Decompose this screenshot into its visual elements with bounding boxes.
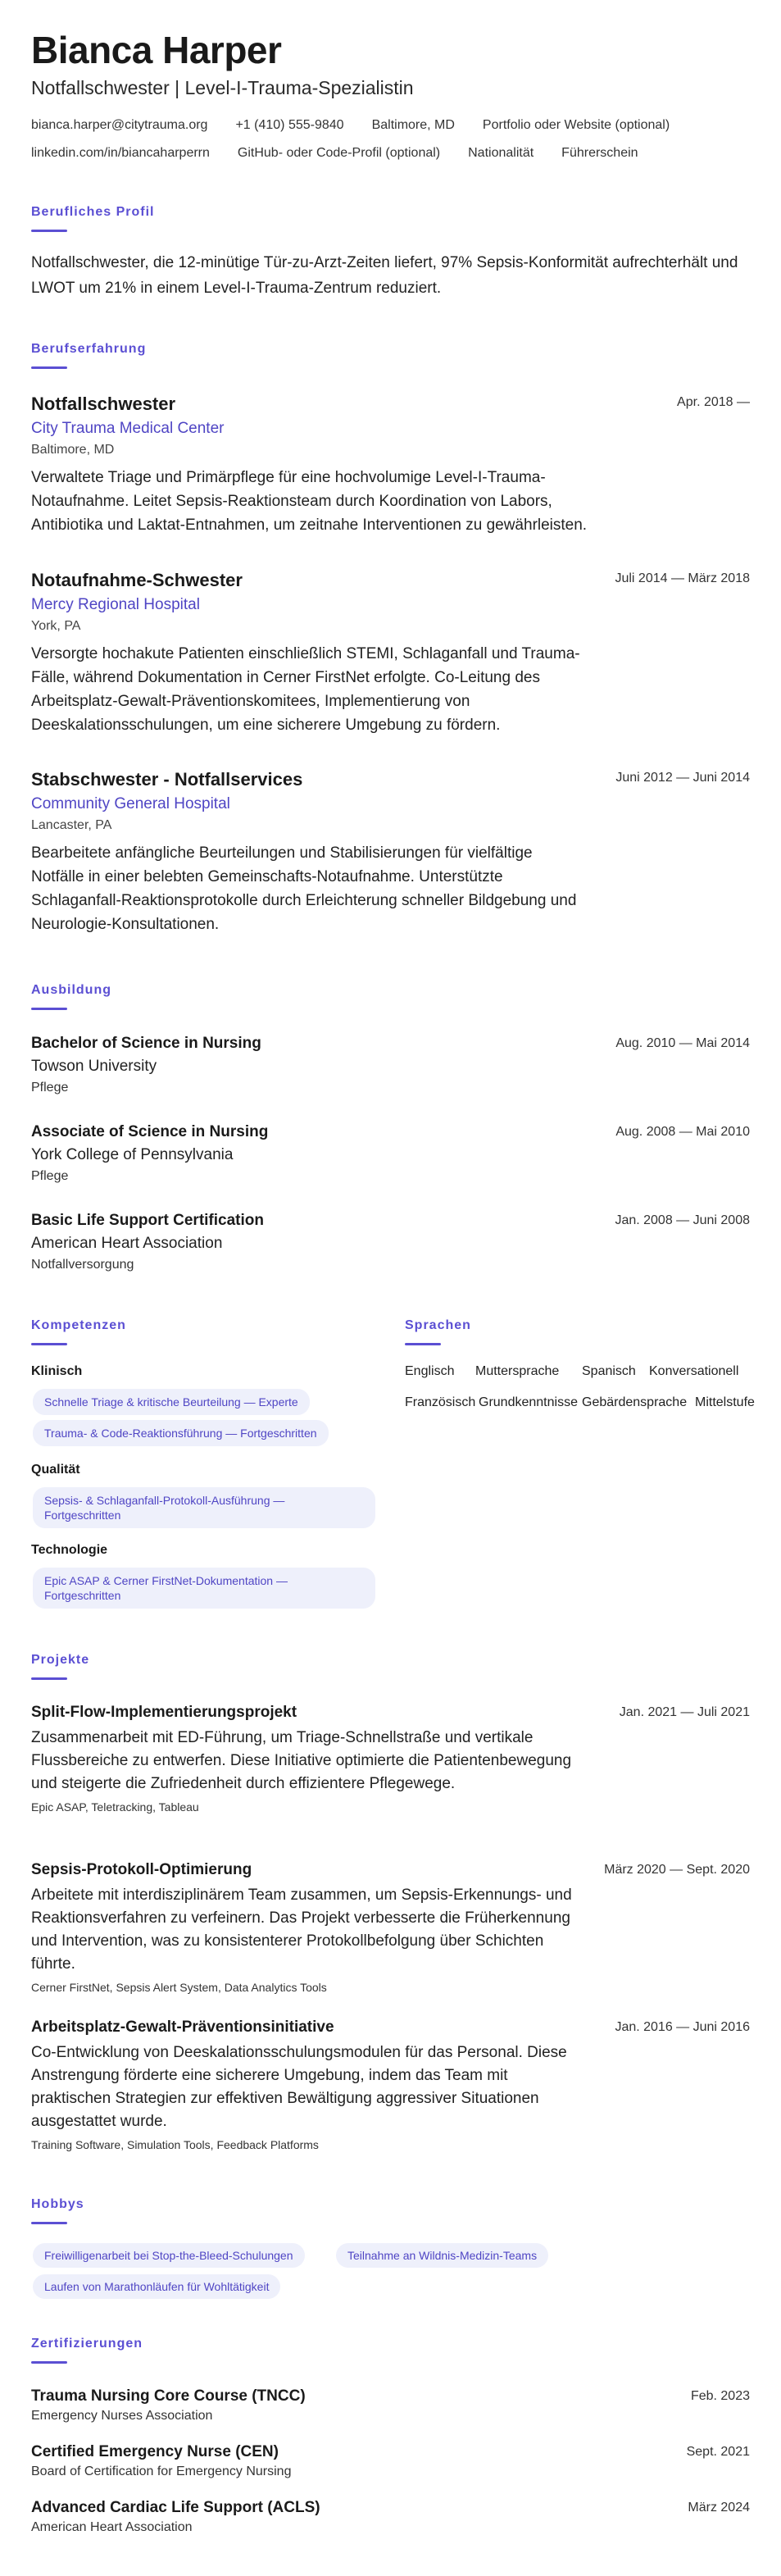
contact-email[interactable]: bianca.harper@citytrauma.org [31, 118, 208, 132]
job-date: Juni 2012 — Juni 2014 [615, 771, 750, 785]
education-field: Pflege [31, 1169, 69, 1183]
education-degree: Bachelor of Science in Nursing [31, 1035, 261, 1052]
job-description: Verwaltete Triage und Primärpflege für eine hochvolumige Level-I-Trauma-Notaufnahme. Leitet Sepsis-Reaktionsteam durch Koordination von Labors, Antibiotika und Laktat-Entnahmen, um zeitnahe Interventionen zu gewährleisten. [31, 469, 588, 534]
certification-entry [31, 2499, 750, 2535]
contact-line-1 [31, 118, 670, 133]
language-name: Englisch [405, 1364, 455, 1378]
hobbies-section [31, 2197, 750, 2296]
certification-date: Feb. 2023 [690, 2389, 750, 2403]
profile-section [31, 205, 750, 301]
project-title: Split-Flow-Implementierungsprojekt [31, 1704, 297, 1721]
education-school: American Heart Association [31, 1235, 223, 1252]
hobbies-heading: Hobbys [31, 2197, 84, 2211]
project-entry [31, 2018, 750, 2151]
job-date: Juli 2014 — März 2018 [615, 571, 750, 585]
project-date: Jan. 2021 — Juli 2021 [619, 1705, 750, 1719]
certifications-section [31, 2337, 750, 2550]
education-field: Notfallversorgung [31, 1258, 134, 1272]
education-entry [31, 1212, 750, 1272]
languages-heading: Sprachen [405, 1318, 471, 1332]
job-date: Apr. 2018 — [677, 395, 750, 409]
skills-section [31, 1318, 375, 1613]
job-title: Stabschwester - Notfallservices [31, 769, 303, 790]
language-name: Gebärdensprache [582, 1395, 688, 1409]
job-company: City Trauma Medical Center [31, 420, 225, 437]
hobbies-divider [31, 2222, 67, 2224]
experience-divider [31, 366, 67, 369]
education-date: Jan. 2008 — Juni 2008 [615, 1213, 750, 1227]
projects-section [31, 1653, 750, 2151]
job-description: Bearbeitete anfängliche Beurteilungen und Stabilisierungen für vielfältige Notfälle in einer belebten Gemeinschafts-Notaufnahme. Unterstützte Schlaganfall-Reaktionsprotokolle durch Erleichterung schneller Bildgebung und Neurologie-Konsultationen. [31, 844, 577, 933]
project-tech: Cerner FirstNet, Sepsis Alert System, Data Analytics Tools [31, 1981, 327, 1994]
education-school: Towson University [31, 1058, 157, 1075]
project-tech: Epic ASAP, Teletracking, Tableau [31, 1800, 199, 1814]
project-date: Jan. 2016 — Juni 2016 [615, 2020, 750, 2034]
project-date: März 2020 — Sept. 2020 [604, 1863, 750, 1877]
job-location: York, PA [31, 619, 81, 633]
certification-name: Certified Emergency Nurse (CEN) [31, 2443, 279, 2460]
job-description: Versorgte hochakute Patienten einschließlich STEMI, Schlaganfall und Trauma-Fälle, während Dokumentation in Cerner FirstNet erfolgte. Co-Leitung des Arbeitsplatz-Gewalt-Präventionskomitees, Implementierung von Deeskalationsschulungen, um eine sicherere Umgebung zu fördern. [31, 645, 580, 734]
project-tech: Training Software, Simulation Tools, Feedback Platforms [31, 2138, 319, 2151]
skill-pill: Epic ASAP & Cerner FirstNet-Dokumentation — Fortgeschritten [33, 1568, 375, 1609]
hobby-pill: Freiwilligenarbeit bei Stop-the-Bleed-Schulungen [33, 2243, 305, 2268]
candidate-name: Bianca Harper [31, 29, 282, 71]
education-entry [31, 1123, 750, 1184]
profile-divider [31, 230, 67, 232]
hobby-pill: Teilnahme an Wildnis-Medizin-Teams [336, 2243, 548, 2268]
education-field: Pflege [31, 1081, 69, 1095]
job-location: Baltimore, MD [31, 443, 115, 457]
skill-pill: Sepsis- & Schlaganfall-Protokoll-Ausführung — Fortgeschritten [33, 1487, 375, 1528]
project-title: Arbeitsplatz-Gewalt-Präventionsinitiative [31, 2018, 334, 2036]
skill-pill: Schnelle Triage & kritische Beurteilung — Experte [33, 1389, 310, 1415]
education-school: York College of Pennsylvania [31, 1146, 234, 1163]
education-date: Aug. 2010 — Mai 2014 [615, 1036, 750, 1050]
profile-text: Notfallschwester, die 12-minütige Tür-zu-Arzt-Zeiten liefert, 97% Sepsis-Konformität aufrechterhält und LWOT um 21% in einem Level-I-Trauma-Zentrum reduziert. [31, 254, 738, 297]
contact-portfolio[interactable]: Portfolio oder Website (optional) [482, 118, 670, 132]
job-entry [31, 769, 750, 936]
experience-section [31, 342, 750, 933]
language-level: Muttersprache [475, 1364, 560, 1378]
contact-line-2 [31, 146, 638, 161]
job-entry [31, 570, 750, 737]
language-level: Mittelstufe [695, 1395, 755, 1409]
experience-heading: Berufserfahrung [31, 342, 147, 356]
contact-location: Baltimore, MD [371, 118, 455, 132]
language-level: Grundkenntnisse [479, 1395, 578, 1409]
skill-category: Technologie [31, 1543, 108, 1557]
education-section [31, 983, 750, 1272]
project-description: Arbeitete mit interdisziplinärem Team zusammen, um Sepsis-Erkennungs- und Reaktionsverfahren zu verfeinern. Das Projekt verbesserte die Früherkennung und Intervention, was zu konsistenterer Protokollbefolgung über Schichten führte. [31, 1886, 572, 1973]
projects-divider [31, 1677, 67, 1680]
job-location: Lancaster, PA [31, 818, 112, 832]
candidate-headline: Notfallschwester | Level-I-Trauma-Spezialistin [31, 77, 414, 98]
profile-heading: Berufliches Profil [31, 205, 155, 219]
languages-divider [405, 1343, 441, 1345]
certification-issuer: Board of Certification for Emergency Nursing [31, 2464, 292, 2478]
job-title: Notfallschwester [31, 394, 176, 414]
job-title: Notaufnahme-Schwester [31, 570, 243, 590]
certification-issuer: Emergency Nurses Association [31, 2409, 213, 2423]
certification-entry [31, 2387, 750, 2424]
project-entry [31, 1704, 750, 1814]
contact-github[interactable]: GitHub- oder Code-Profil (optional) [237, 146, 441, 160]
education-heading: Ausbildung [31, 983, 111, 997]
languages-section [405, 1318, 755, 1450]
hobby-pill: Laufen von Marathonläufen für Wohltätigkeit [33, 2274, 280, 2299]
skill-category: Qualität [31, 1463, 80, 1477]
skill-category: Klinisch [31, 1364, 83, 1378]
skill-pill: Trauma- & Code-Reaktionsführung — Fortgeschritten [33, 1420, 329, 1446]
projects-heading: Projekte [31, 1653, 90, 1667]
project-entry [31, 1861, 750, 1994]
language-name: Spanisch [582, 1364, 636, 1378]
certification-entry [31, 2443, 750, 2479]
job-company: Community General Hospital [31, 795, 230, 812]
job-entry [31, 394, 750, 537]
contact-phone[interactable]: +1 (410) 555-9840 [235, 118, 344, 132]
language-name: Französisch [405, 1395, 476, 1409]
certifications-divider [31, 2361, 67, 2364]
project-description: Zusammenarbeit mit ED-Führung, um Triage-Schnellstraße und vertikale Flussbereiche zu entwerfen. Diese Initiative optimierte die Patientenbewegung und steigerte die Zufriedenheit durch effizientere Pflegewege. [31, 1729, 572, 1792]
skills-heading: Kompetenzen [31, 1318, 126, 1332]
certification-name: Advanced Cardiac Life Support (ACLS) [31, 2499, 320, 2516]
contact-nationality: Nationalität [468, 146, 534, 160]
education-date: Aug. 2008 — Mai 2010 [615, 1125, 750, 1139]
contact-license: Führerschein [561, 146, 638, 160]
certifications-heading: Zertifizierungen [31, 2337, 143, 2351]
certification-date: März 2024 [688, 2501, 750, 2515]
job-company: Mercy Regional Hospital [31, 596, 200, 613]
certification-issuer: American Heart Association [31, 2520, 193, 2534]
language-level: Konversationell [649, 1364, 739, 1378]
skills-divider [31, 1343, 67, 1345]
education-degree: Associate of Science in Nursing [31, 1123, 269, 1140]
certification-date: Sept. 2021 [686, 2445, 750, 2459]
education-divider [31, 1008, 67, 1010]
education-degree: Basic Life Support Certification [31, 1212, 264, 1229]
education-entry [31, 1035, 750, 1095]
project-description: Co-Entwicklung von Deeskalationsschulungsmodulen für das Personal. Diese Anstrengung förderte eine sicherere Umgebung, indem das Team mit praktischen Strategien zur effektiven Bewältigung aggressiver Situationen ausgestattet wurde. [31, 2044, 567, 2130]
contact-linkedin[interactable]: linkedin.com/in/biancaharperrn [31, 146, 210, 160]
project-title: Sepsis-Protokoll-Optimierung [31, 1861, 252, 1878]
certification-name: Trauma Nursing Core Course (TNCC) [31, 2387, 306, 2405]
